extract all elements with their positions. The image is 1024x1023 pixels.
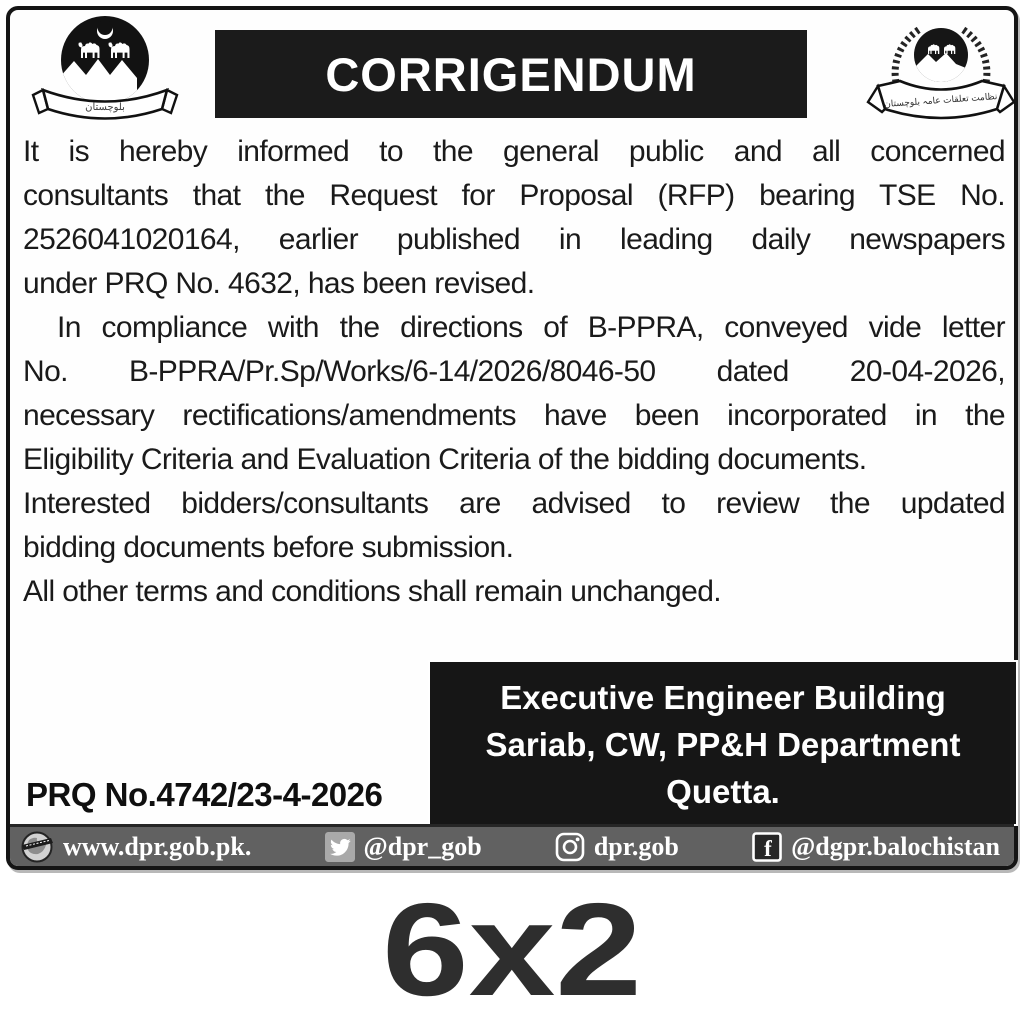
footer-website-text: www.dpr.gob.pk. xyxy=(63,831,252,861)
dpr-emblem-logo xyxy=(866,14,1016,128)
body-line: necessary rectifications/amendments have been incorporated in the xyxy=(23,399,1005,432)
body-line: In compliance with the directions of B-PPRA, conveyed vide letter xyxy=(57,311,1005,344)
footer-website xyxy=(20,830,251,864)
body-line: Eligibility Criteria and Evaluation Criteria of the bidding documents. xyxy=(23,443,867,476)
footer-facebook-text: @dgpr.balochistan xyxy=(791,831,1000,861)
twitter-icon xyxy=(325,832,355,862)
footer-instagram-text: dpr.gob xyxy=(593,831,679,861)
body-line: consultants that the Request for Proposal (RFP) bearing TSE No. xyxy=(23,179,1005,212)
instagram-icon xyxy=(555,832,585,862)
body-line: bidding documents before submission. xyxy=(23,531,514,564)
balochistan-emblem-logo xyxy=(28,14,182,132)
footer-instagram xyxy=(555,832,679,862)
prq-number: PRQ No.4742/23-4-2026 xyxy=(26,776,383,813)
footer-twitter-text: @dpr_gob xyxy=(363,831,482,861)
signature-block xyxy=(430,662,1016,824)
facebook-icon xyxy=(752,832,782,862)
left-ribbon-text: بلوچستان xyxy=(85,102,125,113)
body-line: It is hereby informed to the general public and all concerned xyxy=(23,135,1005,168)
notice-body xyxy=(23,130,1005,614)
right-ribbon-text: نظامت تعلقات عامہ بلوچستان xyxy=(883,91,998,109)
svg-text:f: f xyxy=(764,835,772,861)
ad-size-tag: 6x2 xyxy=(382,876,642,1023)
body-line: 2526041020164, earlier published in leading daily newspapers xyxy=(23,223,1005,256)
corrigendum-notice xyxy=(6,6,1018,870)
signature-line: Sariab, CW, PP&H Department xyxy=(485,726,961,763)
body-line: Interested bidders/consultants are advised to review the updated xyxy=(23,487,1005,520)
signature-line: Quetta. xyxy=(666,773,780,810)
body-line: under PRQ No. 4632, has been revised. xyxy=(23,267,535,300)
body-line: All other terms and conditions shall remain unchanged. xyxy=(23,575,722,608)
globe-icon xyxy=(20,830,54,864)
corrigendum-title-bar xyxy=(215,30,807,118)
footer-twitter xyxy=(325,832,482,862)
body-line: No. B-PPRA/Pr.Sp/Works/6-14/2026/8046-50 dated 20-04-2026, xyxy=(23,355,1005,388)
page-title: CORRIGENDUM xyxy=(325,47,697,101)
footer-facebook xyxy=(752,832,1000,862)
footer-contact-bar xyxy=(10,824,1014,866)
signature-line: Executive Engineer Building xyxy=(500,679,946,716)
